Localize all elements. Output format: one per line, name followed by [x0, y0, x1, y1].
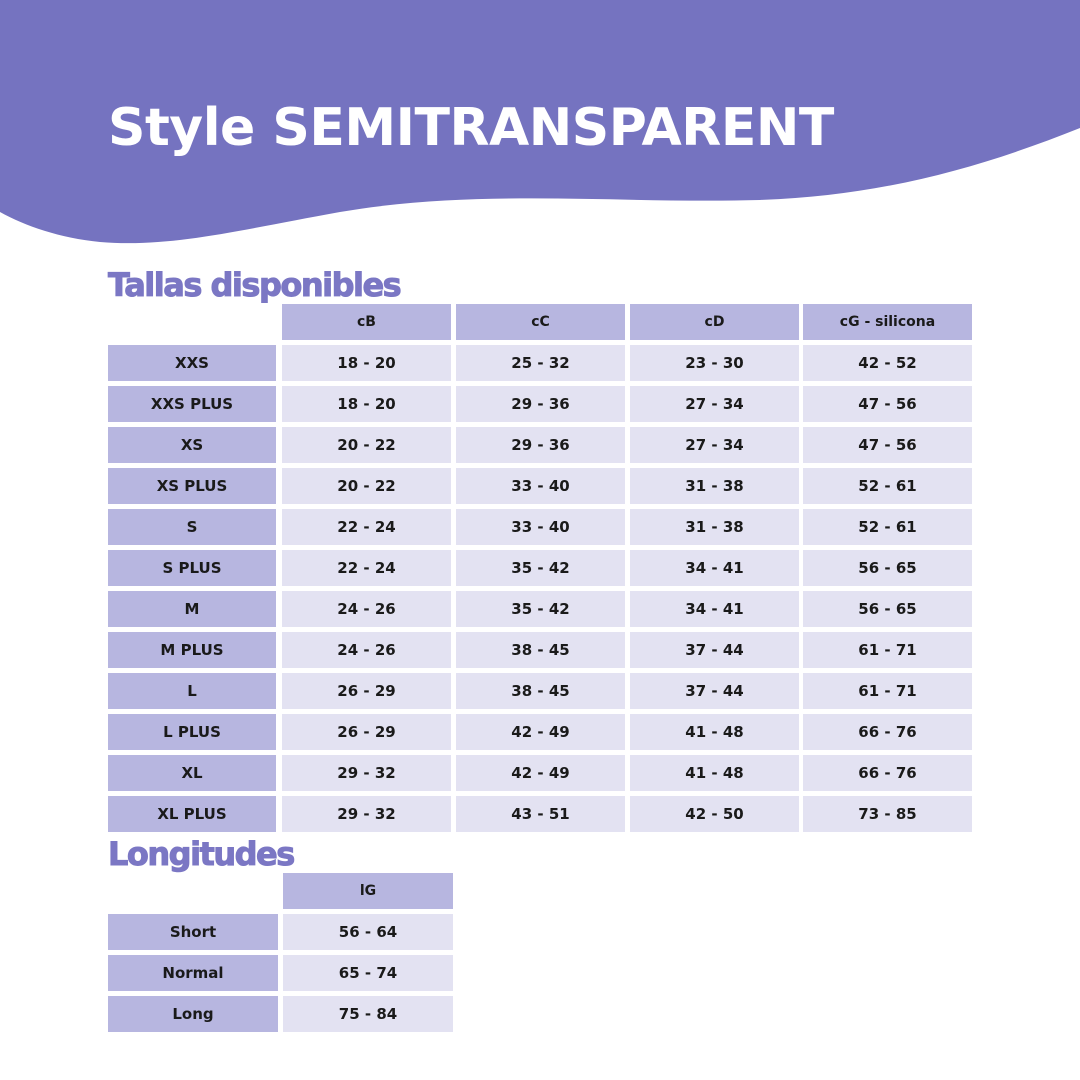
table-cell: 22 - 24: [282, 550, 451, 586]
row-label: M: [108, 591, 276, 627]
column-header: lG: [283, 873, 453, 909]
table-cell: 41 - 48: [630, 755, 799, 791]
row-label: XXS PLUS: [108, 386, 276, 422]
table-cell: 33 - 40: [456, 468, 625, 504]
row-label: S: [108, 509, 276, 545]
column-header: cC: [456, 304, 625, 340]
row-label: Normal: [108, 955, 278, 991]
table-cell: 23 - 30: [630, 345, 799, 381]
table-cell: 35 - 42: [456, 550, 625, 586]
table-cell: 47 - 56: [803, 427, 972, 463]
table-cell: 56 - 64: [283, 914, 453, 950]
row-label: XXS: [108, 345, 276, 381]
lengths-section-title: Longitudes: [108, 835, 294, 873]
table-cell: 27 - 34: [630, 427, 799, 463]
table-cell: 33 - 40: [456, 509, 625, 545]
table-cell: 20 - 22: [282, 468, 451, 504]
table-cell: 42 - 52: [803, 345, 972, 381]
table-cell: 26 - 29: [282, 714, 451, 750]
table-cell: 25 - 32: [456, 345, 625, 381]
table-cell: 22 - 24: [282, 509, 451, 545]
row-label: M PLUS: [108, 632, 276, 668]
table-cell: 38 - 45: [456, 632, 625, 668]
table-cell: 29 - 32: [282, 755, 451, 791]
row-label: S PLUS: [108, 550, 276, 586]
table-cell: 65 - 74: [283, 955, 453, 991]
table-cell: 35 - 42: [456, 591, 625, 627]
table-cell: 26 - 29: [282, 673, 451, 709]
row-label: Long: [108, 996, 278, 1032]
row-label: XS PLUS: [108, 468, 276, 504]
row-label: XL: [108, 755, 276, 791]
table-cell: 56 - 65: [803, 591, 972, 627]
table-cell: 34 - 41: [630, 550, 799, 586]
column-header: cD: [630, 304, 799, 340]
table-cell: 29 - 36: [456, 386, 625, 422]
table-cell: 37 - 44: [630, 673, 799, 709]
table-cell: 47 - 56: [803, 386, 972, 422]
row-label: Short: [108, 914, 278, 950]
table-cell: 20 - 22: [282, 427, 451, 463]
table-cell: 37 - 44: [630, 632, 799, 668]
row-label: XL PLUS: [108, 796, 276, 832]
table-cell: 75 - 84: [283, 996, 453, 1032]
table-cell: 31 - 38: [630, 509, 799, 545]
table-cell: 24 - 26: [282, 591, 451, 627]
table-cell: 29 - 32: [282, 796, 451, 832]
sizes-section-title: Tallas disponibles: [108, 266, 401, 304]
table-cell: 38 - 45: [456, 673, 625, 709]
table-cell: 66 - 76: [803, 714, 972, 750]
table-cell: 31 - 38: [630, 468, 799, 504]
row-label: L: [108, 673, 276, 709]
table-cell: 27 - 34: [630, 386, 799, 422]
table-cell: 18 - 20: [282, 345, 451, 381]
table-cell: 18 - 20: [282, 386, 451, 422]
table-cell: 42 - 49: [456, 714, 625, 750]
table-cell: 34 - 41: [630, 591, 799, 627]
page-title: Style SEMITRANSPARENT: [108, 98, 834, 158]
column-header: cG - silicona: [803, 304, 972, 340]
column-header: cB: [282, 304, 451, 340]
table-cell: 42 - 49: [456, 755, 625, 791]
table-cell: 61 - 71: [803, 632, 972, 668]
table-cell: 43 - 51: [456, 796, 625, 832]
table-cell: 66 - 76: [803, 755, 972, 791]
table-cell: 24 - 26: [282, 632, 451, 668]
table-cell: 52 - 61: [803, 468, 972, 504]
table-cell: 42 - 50: [630, 796, 799, 832]
row-label: L PLUS: [108, 714, 276, 750]
table-cell: 41 - 48: [630, 714, 799, 750]
table-cell: 29 - 36: [456, 427, 625, 463]
row-label: XS: [108, 427, 276, 463]
table-cell: 52 - 61: [803, 509, 972, 545]
table-cell: 73 - 85: [803, 796, 972, 832]
table-cell: 61 - 71: [803, 673, 972, 709]
table-cell: 56 - 65: [803, 550, 972, 586]
